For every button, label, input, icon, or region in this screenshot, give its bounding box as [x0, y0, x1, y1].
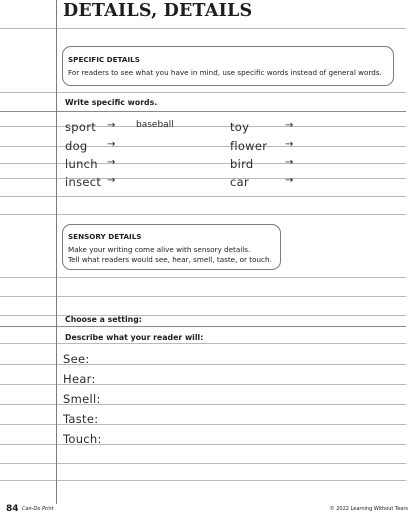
- ruled-line: [0, 296, 406, 297]
- sensory-details-line1: Make your writing come alive with sensory details.: [68, 245, 251, 254]
- ruled-line: [0, 28, 406, 29]
- arrow-icon: →: [107, 120, 116, 131]
- word-flower: flower: [230, 139, 268, 153]
- word-bird: bird: [230, 157, 254, 171]
- ruled-line: [0, 463, 406, 464]
- arrow-icon: →: [285, 157, 294, 168]
- answer-flower[interactable]: [310, 139, 390, 151]
- answer-car[interactable]: [310, 175, 390, 187]
- sensory-details-heading: SENSORY DETAILS: [68, 232, 142, 241]
- ruled-line: [0, 326, 406, 327]
- ruled-line: [0, 111, 406, 112]
- answer-lunch[interactable]: [136, 157, 216, 169]
- answer-sport[interactable]: baseball: [136, 120, 174, 130]
- arrow-icon: →: [285, 139, 294, 150]
- word-car: car: [230, 175, 249, 189]
- sense-touch: Touch:: [63, 432, 102, 446]
- word-lunch: lunch: [65, 157, 98, 171]
- ruled-line: [0, 315, 406, 316]
- sensory-details-line2: Tell what readers would see, hear, smell, taste, or touch.: [68, 255, 272, 264]
- page-number: 84: [6, 504, 19, 514]
- specific-details-text: For readers to see what you have in mind, use specific words instead of general words.: [68, 68, 382, 77]
- page-title: DETAILS, DETAILS: [63, 1, 253, 21]
- write-specific-words-prompt: Write specific words.: [65, 98, 158, 107]
- ruled-line: [0, 343, 406, 344]
- sense-hear: Hear:: [63, 372, 96, 386]
- ruled-line: [0, 92, 406, 93]
- arrow-icon: →: [107, 175, 116, 186]
- ruled-line: [0, 277, 406, 278]
- ruled-line: [0, 480, 406, 481]
- arrow-icon: →: [107, 139, 116, 150]
- ruled-line: [0, 196, 406, 197]
- copyright: © 2022 Learning Without Tears: [329, 506, 408, 512]
- answer-dog[interactable]: [136, 139, 216, 151]
- specific-details-heading: SPECIFIC DETAILS: [68, 55, 140, 64]
- sensory-details-box: [62, 224, 281, 270]
- answer-toy[interactable]: [310, 120, 390, 132]
- ruled-line: [0, 444, 406, 445]
- arrow-icon: →: [285, 120, 294, 131]
- specific-details-box: [62, 46, 394, 86]
- arrow-icon: →: [285, 175, 294, 186]
- word-dog: dog: [65, 139, 88, 153]
- ruled-line: [0, 424, 406, 425]
- ruled-line: [0, 214, 406, 215]
- arrow-icon: →: [107, 157, 116, 168]
- word-insect: insect: [65, 175, 102, 189]
- book-title: Can-Do Print: [22, 506, 54, 512]
- ruled-line: [0, 404, 406, 405]
- word-sport: sport: [65, 120, 97, 134]
- ruled-line: [0, 384, 406, 385]
- choose-setting-prompt: Choose a setting:: [65, 315, 142, 324]
- ruled-line: [0, 364, 406, 365]
- answer-insect[interactable]: [136, 175, 216, 187]
- answer-bird[interactable]: [310, 157, 390, 169]
- sense-see: See:: [63, 352, 90, 366]
- word-toy: toy: [230, 120, 250, 134]
- margin-line: [56, 0, 57, 504]
- describe-prompt: Describe what your reader will:: [65, 333, 204, 342]
- sense-smell: Smell:: [63, 392, 101, 406]
- sense-taste: Taste:: [63, 412, 99, 426]
